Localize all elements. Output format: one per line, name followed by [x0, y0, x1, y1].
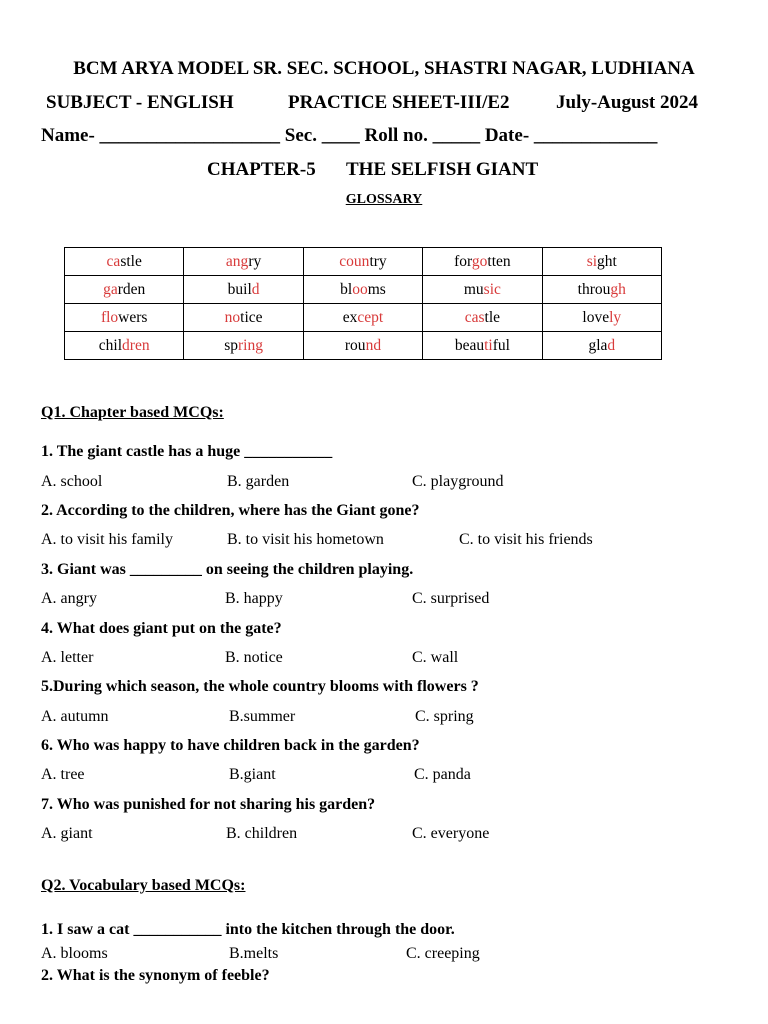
word-part: gla: [588, 336, 608, 354]
glossary-word: [542, 304, 661, 332]
highlighted-letters: sic: [483, 280, 501, 298]
word-part: throu: [577, 280, 611, 298]
highlighted-letters: coun: [339, 252, 370, 270]
word-part: ry: [248, 252, 262, 270]
glossary-row: [65, 248, 662, 276]
glossary-row: [65, 332, 662, 360]
answer-option: B. to visit his hometown: [227, 531, 384, 548]
highlighted-letters: no: [224, 308, 241, 326]
question-text: 3. Giant was _________ on seeing the children playing.: [41, 561, 414, 578]
glossary-table: [64, 247, 662, 360]
q1-heading: Q1. Chapter based MCQs:: [41, 404, 224, 421]
glossary-word: [542, 332, 661, 360]
question-text: 7. Who was punished for not sharing his garden?: [41, 796, 376, 813]
answer-option: C. everyone: [412, 825, 490, 842]
q2-heading: Q2. Vocabulary based MCQs:: [41, 877, 246, 894]
answer-option: A. to visit his family: [41, 531, 173, 548]
answer-option: A. autumn: [41, 708, 109, 725]
glossary-word: [65, 276, 184, 304]
glossary-word: [542, 248, 661, 276]
glossary-word: [423, 276, 542, 304]
answer-option: C. creeping: [406, 945, 480, 962]
highlighted-letters: d: [607, 336, 616, 354]
glossary-word: [65, 248, 184, 276]
question-text: 1. The giant castle has a huge ___________: [41, 443, 333, 460]
highlighted-letters: cept: [357, 308, 384, 326]
answer-option: C. panda: [414, 766, 471, 783]
highlighted-letters: ga: [103, 280, 118, 298]
answer-option: A. letter: [41, 649, 94, 666]
highlighted-letters: ti: [484, 336, 493, 354]
answer-option: C. playground: [412, 473, 504, 490]
name-line: Name- ___________________ Sec. ____ Roll no. _____ Date- _____________: [41, 125, 658, 146]
answer-option: A. blooms: [41, 945, 108, 962]
answer-option: B.summer: [229, 708, 296, 725]
glossary-row: [65, 304, 662, 332]
answer-option: A. school: [41, 473, 103, 490]
highlighted-letters: ang: [225, 252, 249, 270]
highlighted-letters: dren: [122, 336, 150, 354]
glossary-word: [184, 248, 303, 276]
school-name: BCM ARYA MODEL SR. SEC. SCHOOL, SHASTRI NAGAR, LUDHIANA: [73, 58, 695, 79]
glossary-word: [184, 304, 303, 332]
glossary-word: [303, 304, 422, 332]
glossary-word: [65, 332, 184, 360]
chapter-number: CHAPTER-5: [207, 159, 316, 180]
word-part: try: [369, 252, 387, 270]
answer-option: A. giant: [41, 825, 93, 842]
question-text: 4. What does giant put on the gate?: [41, 620, 282, 637]
answer-option: B. happy: [225, 590, 283, 607]
highlighted-letters: nd: [365, 336, 382, 354]
word-part: rden: [117, 280, 146, 298]
highlighted-letters: go: [471, 252, 488, 270]
word-part: bl: [340, 280, 353, 298]
word-part: sp: [224, 336, 238, 354]
question-text: 2. According to the children, where has the Giant gone?: [41, 502, 420, 519]
glossary-word: [423, 304, 542, 332]
glossary-word: [65, 304, 184, 332]
word-part: mu: [463, 280, 484, 298]
glossary-word: [184, 276, 303, 304]
glossary-word: [184, 332, 303, 360]
answer-option: B. notice: [225, 649, 283, 666]
chapter-title: THE SELFISH GIANT: [346, 159, 539, 180]
highlighted-letters: ca: [106, 252, 121, 270]
glossary-word: [423, 248, 542, 276]
glossary-title: GLOSSARY: [345, 192, 423, 207]
answer-option: B. children: [226, 825, 298, 842]
highlighted-letters: ly: [609, 308, 622, 326]
answer-option: C. surprised: [412, 590, 490, 607]
glossary-row: [65, 276, 662, 304]
glossary-word: [423, 332, 542, 360]
answer-option: A. tree: [41, 766, 85, 783]
highlighted-letters: oo: [352, 280, 368, 298]
subject-label: SUBJECT - ENGLISH: [46, 92, 234, 113]
question-text: 2. What is the synonym of feeble?: [41, 967, 270, 984]
word-part: love: [582, 308, 610, 326]
highlighted-letters: ring: [238, 336, 263, 354]
word-part: wers: [118, 308, 148, 326]
period-label: July-August 2024: [556, 92, 698, 113]
question-text: 1. I saw a cat ___________ into the kitchen through the door.: [41, 921, 455, 938]
answer-option: C. wall: [412, 649, 459, 666]
highlighted-letters: d: [251, 280, 260, 298]
question-text: 6. Who was happy to have children back in the garden?: [41, 737, 420, 754]
question-text: 5.During which season, the whole country blooms with flowers ?: [41, 678, 479, 695]
answer-option: C. spring: [415, 708, 474, 725]
word-part: ght: [597, 252, 617, 270]
highlighted-letters: cas: [464, 308, 485, 326]
highlighted-letters: si: [586, 252, 598, 270]
answer-option: B. garden: [227, 473, 290, 490]
answer-option: A. angry: [41, 590, 97, 607]
word-part: beau: [454, 336, 485, 354]
word-part: tten: [487, 252, 511, 270]
glossary-word: [542, 276, 661, 304]
word-part: rou: [344, 336, 366, 354]
highlighted-letters: flo: [100, 308, 119, 326]
sheet-label: PRACTICE SHEET-III/E2: [288, 92, 510, 113]
word-part: for: [454, 252, 472, 270]
word-part: ms: [367, 280, 386, 298]
word-part: stle: [120, 252, 142, 270]
word-part: chil: [98, 336, 123, 354]
word-part: ful: [492, 336, 510, 354]
glossary-word: [303, 276, 422, 304]
highlighted-letters: gh: [610, 280, 626, 298]
word-part: tice: [240, 308, 263, 326]
glossary-word: [303, 332, 422, 360]
glossary-word: [303, 248, 422, 276]
word-part: tle: [484, 308, 501, 326]
word-part: ex: [342, 308, 358, 326]
word-part: buil: [227, 280, 252, 298]
answer-option: B.melts: [229, 945, 279, 962]
answer-option: B.giant: [229, 766, 276, 783]
answer-option: C. to visit his friends: [459, 531, 593, 548]
